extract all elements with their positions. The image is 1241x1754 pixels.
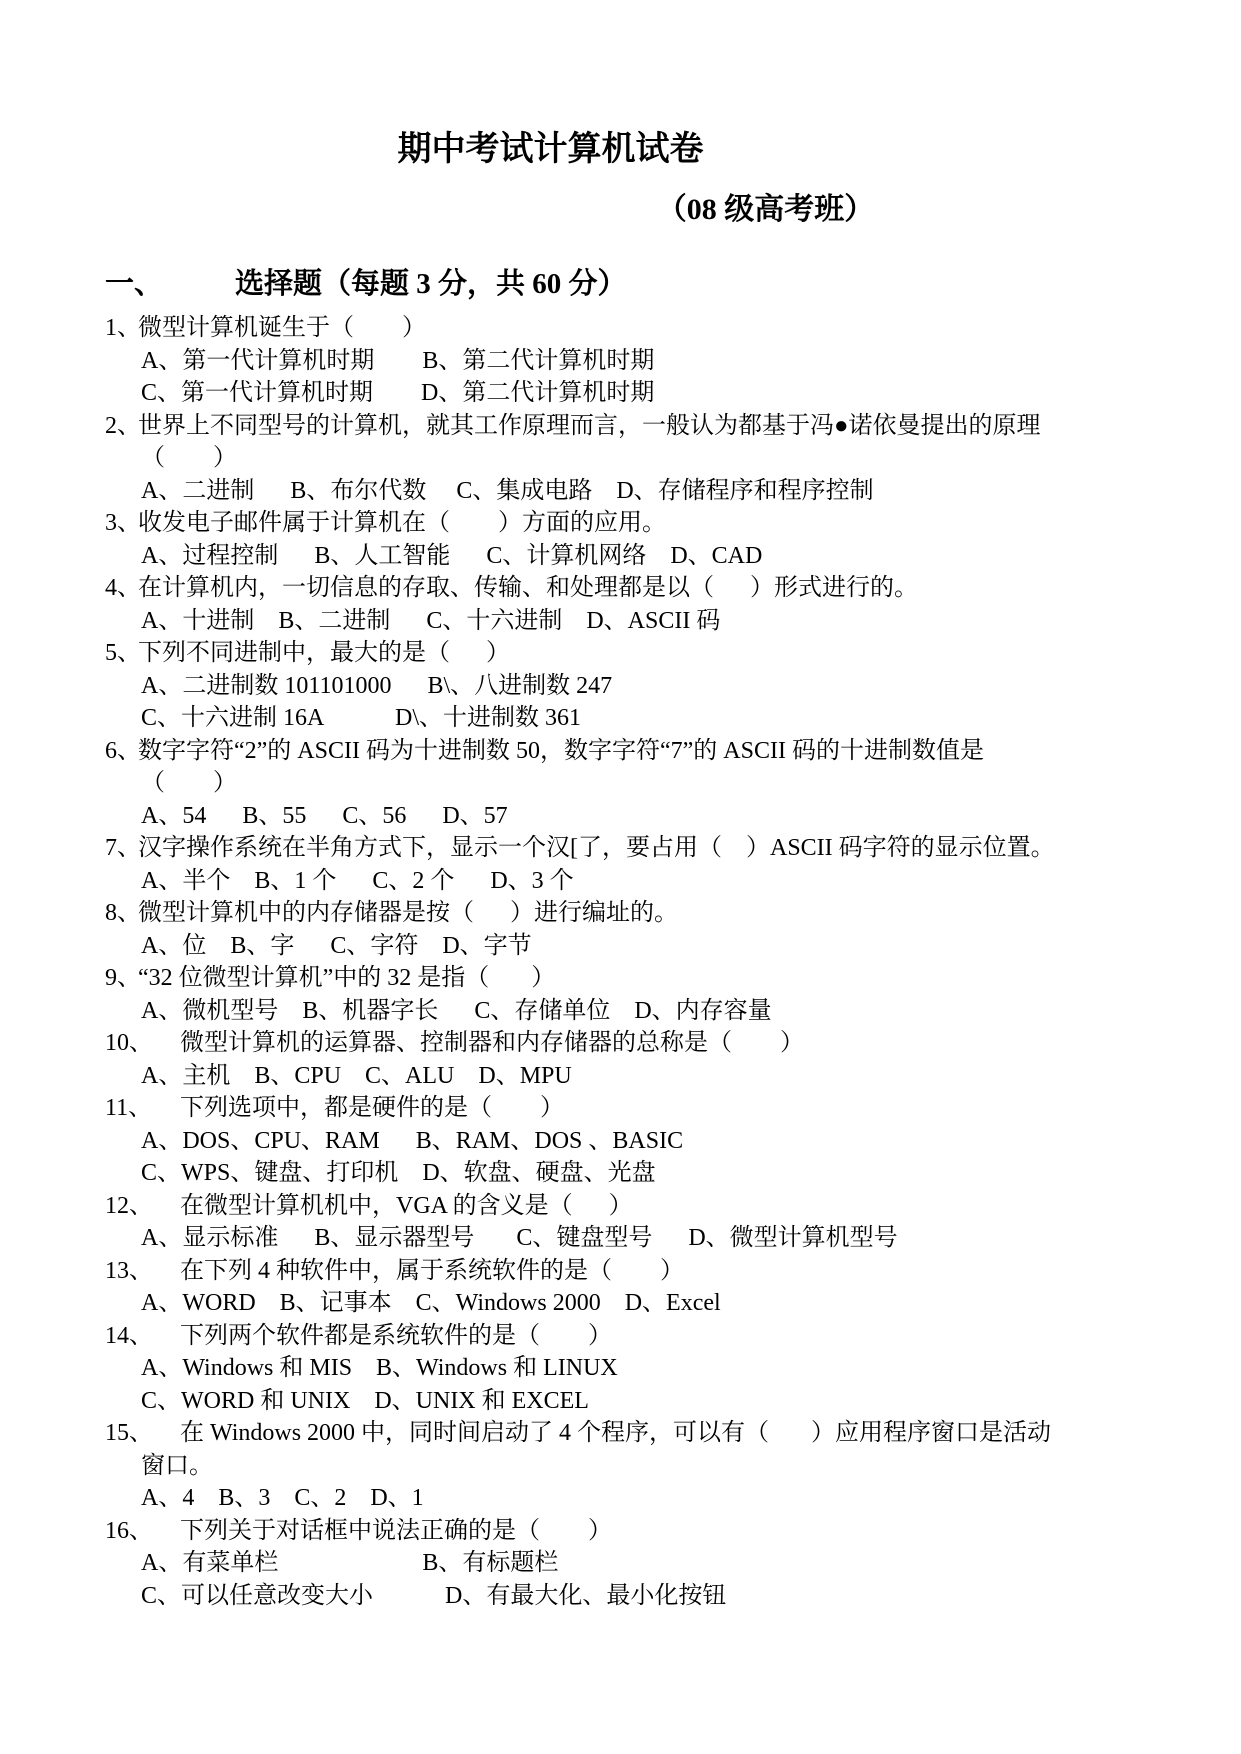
question-number: 5、 [105, 640, 141, 666]
question-stem-text: 在 Windows 2000 中，同时间启动了 4 个程序，可以有（ ）应用程序窗口是活动 [180, 1420, 1052, 1446]
question-stem-line [105, 735, 1241, 768]
question-stem-line [105, 1255, 1241, 1288]
question-stem-text: 下列不同进制中，最大的是（ ） [138, 640, 510, 666]
question-block [105, 897, 1241, 962]
question-stem-line [105, 410, 1241, 443]
question-options-line: A、显示标准 B、显示器型号 C、键盘型号 D、微型计算机型号 [141, 1225, 898, 1251]
question-number: 9、 [105, 965, 141, 991]
question-block [105, 637, 1241, 735]
question-stem-text: “32 位微型计算机”中的 32 是指（ ） [138, 965, 556, 991]
question-stem-line [105, 637, 1241, 670]
question-stem-text: 收发电子邮件属于计算机在（ ）方面的应用。 [138, 510, 666, 536]
question-stem-line [105, 832, 1241, 865]
question-block [105, 410, 1241, 508]
question-block [105, 507, 1241, 572]
question-options-line: C、WORD 和 UNIX D、UNIX 和 EXCEL [141, 1387, 589, 1414]
question-stem-line [105, 1417, 1241, 1450]
document-title: 期中考试计算机试卷 [397, 131, 704, 168]
question-stem-text: 世界上不同型号的计算机，就其工作原理而言，一般认为都基于冯●诺依曼提出的原理 [138, 412, 1041, 439]
question-options-line: A、主机 B、CPU C、ALU D、MPU [141, 1062, 572, 1089]
question-block [105, 735, 1241, 833]
question-stem-line [105, 1190, 1241, 1223]
question-options-line: C、十六进制 16A D\、十进制数 361 [141, 705, 582, 731]
question-stem-text: 下列关于对话框中说法正确的是（ ） [180, 1517, 612, 1544]
question-options-line: A、DOS、CPU、RAM B、RAM、DOS 、BASIC [141, 1127, 684, 1154]
question-stem-text: 微型计算机中的内存储器是按（ ）进行编址的。 [138, 900, 678, 926]
question-stem-line [105, 507, 1241, 540]
question-number: 4、 [105, 575, 141, 601]
question-options-line: A、54 B、55 C、56 D、57 [141, 802, 508, 829]
question-options-line: A、位 B、字 C、字符 D、字节 [141, 932, 532, 959]
question-options-line: A、半个 B、1 个 C、2 个 D、3 个 [141, 867, 574, 894]
question-stem-line [105, 1320, 1241, 1353]
question-number: 10、 [105, 1030, 153, 1056]
questions [0, 312, 1241, 1612]
question-stem-line [105, 962, 1241, 995]
question-block [105, 832, 1241, 897]
question-options-line: A、Windows 和 MIS B、Windows 和 LINUX [141, 1355, 618, 1381]
question-options-line: A、微机型号 B、机器字长 C、存储单位 D、内存容量 [141, 997, 772, 1024]
question-stem-continuation: 窗口。 [141, 1452, 213, 1479]
question-options-line: C、WPS、键盘、打印机 D、软盘、硬盘、光盘 [141, 1160, 656, 1186]
question-options-line: A、第一代计算机时期 B、第二代计算机时期 [141, 347, 655, 374]
question-stem-line [105, 312, 1241, 345]
document-subtitle: （08 级高考班） [656, 193, 875, 226]
question-block [105, 312, 1241, 410]
question-block [105, 1027, 1241, 1092]
question-number: 13、 [105, 1257, 153, 1284]
question-number: 7、 [105, 835, 141, 861]
question-block [105, 962, 1241, 1027]
question-block [105, 572, 1241, 637]
question-number: 16、 [105, 1517, 153, 1544]
question-stem-text: 汉字操作系统在半角方式下，显示一个汉[了，要占用（ ）ASCII 码字符的显示位置。 [138, 835, 1055, 861]
question-number: 3、 [105, 510, 141, 536]
question-stem-text: 下列两个软件都是系统软件的是（ ） [180, 1322, 612, 1349]
question-number: 8、 [105, 900, 141, 926]
question-block [105, 1320, 1241, 1418]
section-heading-line [0, 262, 1241, 306]
question-options-line: A、二进制 B、布尔代数 C、集成电路 D、存储程序和程序控制 [141, 477, 874, 504]
question-number: 12、 [105, 1192, 153, 1219]
question-stem-line [105, 1515, 1241, 1548]
question-options-line: A、二进制数 101101000 B\、八进制数 247 [141, 672, 613, 699]
question-block [105, 1417, 1241, 1515]
question-stem-line [105, 1027, 1241, 1060]
question-stem-text: 微型计算机诞生于（ ） [138, 315, 426, 341]
question-stem-line [105, 897, 1241, 930]
question-options-line: C、可以任意改变大小 D、有最大化、最小化按钮 [141, 1582, 727, 1609]
question-number: 14、 [105, 1322, 153, 1349]
question-stem-line [105, 1092, 1241, 1125]
question-block [105, 1515, 1241, 1613]
question-stem-text: 数字字符“2”的 ASCII 码为十进制数 50，数字字符“7”的 ASCII 码的十进制数值是 [138, 737, 984, 764]
question-block [105, 1190, 1241, 1255]
question-options-line: C、第一代计算机时期 D、第二代计算机时期 [141, 380, 655, 406]
question-stem-line [105, 572, 1241, 605]
question-block [105, 1092, 1241, 1190]
question-number: 6、 [105, 737, 141, 764]
question-block [105, 1255, 1241, 1320]
question-stem-text: 在计算机内，一切信息的存取、传输、和处理都是以（ ）形式进行的。 [138, 575, 918, 601]
question-stem-text: 在微型计算机机中，VGA 的含义是（ ） [180, 1192, 633, 1219]
question-number: 2、 [105, 412, 141, 439]
section-number: 一、 [105, 268, 164, 300]
question-options-line: A、过程控制 B、人工智能 C、计算机网络 D、CAD [141, 542, 763, 569]
question-number: 15、 [105, 1420, 153, 1446]
question-options-line: A、有菜单栏 B、有标题栏 [141, 1550, 559, 1576]
question-stem-text: 下列选项中，都是硬件的是（ ） [180, 1095, 564, 1121]
question-number: 11、 [105, 1095, 153, 1121]
question-stem-text: 在下列 4 种软件中，属于系统软件的是（ ） [180, 1257, 684, 1284]
question-stem-text: 微型计算机的运算器、控制器和内存储器的总称是（ ） [180, 1030, 804, 1056]
section-heading: 选择题（每题 3 分，共 60 分） [235, 268, 627, 300]
question-number: 1、 [105, 315, 141, 341]
question-stem-continuation: （ ） [141, 770, 237, 796]
question-options-line: A、十进制 B、二进制 C、十六进制 D、ASCII 码 [141, 607, 721, 634]
question-options-line: A、WORD B、记事本 C、Windows 2000 D、Excel [141, 1290, 721, 1316]
question-stem-continuation: （ ） [141, 445, 237, 471]
question-options-line: A、4 B、3 C、2 D、1 [141, 1485, 424, 1511]
